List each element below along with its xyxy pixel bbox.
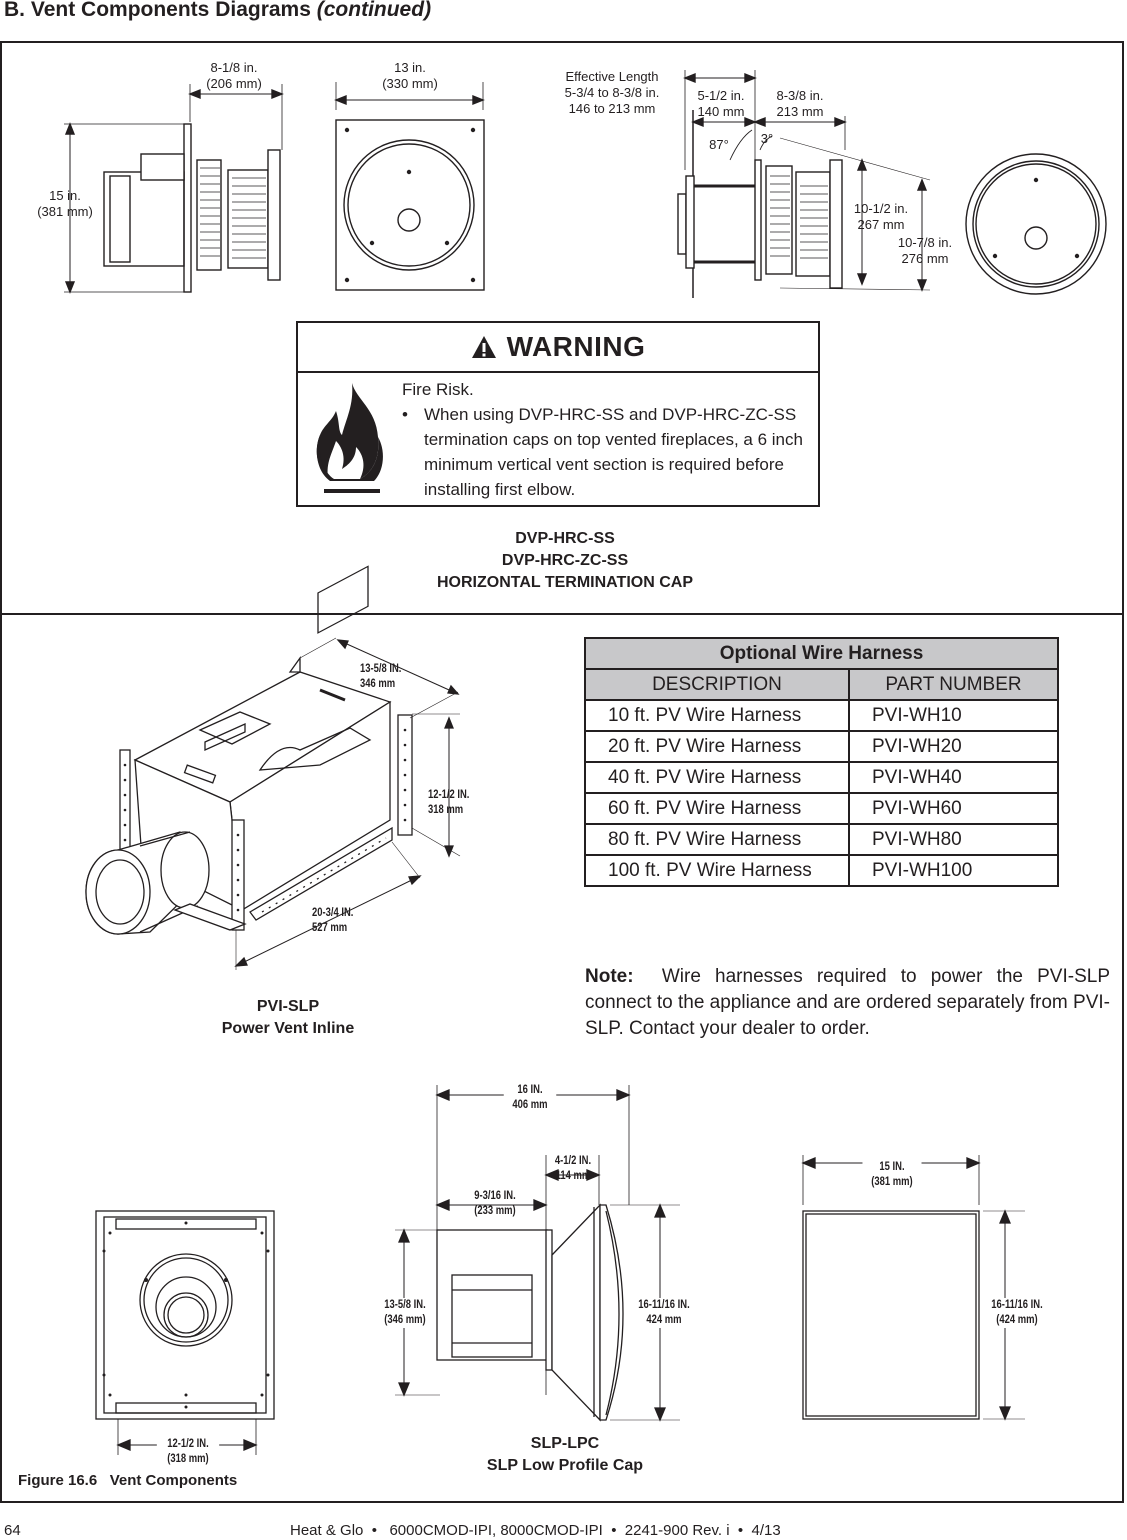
- bullet-mark: •: [402, 405, 408, 424]
- top-caption-line2: DVP-HRC-ZC-SS: [501, 552, 629, 569]
- table-row: [585, 824, 1058, 855]
- row-description: 10 ft. PV Wire Harness: [585, 700, 849, 731]
- section-prefix: B.: [4, 0, 25, 21]
- header-part-number: PART NUMBER: [849, 669, 1058, 700]
- slp-pipe-depth-dim: 9-3/16 IN. (233 mm): [474, 1190, 516, 1217]
- table-row: [585, 762, 1058, 793]
- angle-b-label: 3°: [760, 131, 774, 146]
- note-text: Wire harnesses required to power the PVI-SLP connect to the appliance and are ordered separately from PVI-SLP. Contact your dealer to order.: [585, 966, 1111, 1039]
- header-description: DESCRIPTION: [585, 669, 849, 700]
- figure-caption: Figure 16.6 Vent Components: [18, 1472, 238, 1489]
- warning-body: [402, 377, 812, 502]
- table-row: [585, 700, 1058, 731]
- harness-header-row: [585, 669, 1058, 700]
- table-row: [585, 793, 1058, 824]
- row-description: 60 ft. PV Wire Harness: [585, 793, 849, 824]
- slp-back-height-dim: 16-11/16 IN. (424 mm): [985, 1298, 1049, 1328]
- row-part-number: PVI-WH60: [849, 793, 1058, 824]
- warning-triangle-icon: [471, 335, 497, 359]
- harness-table: [584, 637, 1059, 887]
- page-number: 64: [4, 1522, 21, 1539]
- side-width-dim: 8-1/8 in. (206 mm): [206, 60, 262, 91]
- section-title-text: Vent Components Diagrams: [30, 0, 311, 21]
- pvi-height-dim: 12-1/2 IN. 318 mm: [428, 789, 470, 816]
- table-row: [585, 731, 1058, 762]
- slp-back-width-dim: 15 IN. (381 mm): [862, 1160, 921, 1190]
- effective-length-dim: Effective Length 5-3/4 to 8-3/8 in. 146 to 213 mm: [564, 69, 660, 116]
- harness-title-row: [585, 638, 1058, 669]
- slp-pipe-height-dim: 13-5/8 IN. (346 mm): [376, 1298, 433, 1328]
- pvi-caption-line1: PVI-SLP: [256, 998, 320, 1015]
- section-title-suffix: (continued): [316, 0, 432, 21]
- row-part-number: PVI-WH10: [849, 700, 1058, 731]
- slp-caption-line1: SLP-LPC: [530, 1435, 600, 1452]
- slp-overall-depth-dim: 16 IN. 406 mm: [504, 1083, 556, 1113]
- harness-table-title: Optional Wire Harness: [585, 638, 1058, 669]
- height-b-dim: 10-7/8 in. 276 mm: [897, 235, 953, 266]
- pvi-caption: [178, 996, 398, 1040]
- side-height-dim: 15 in. (381 mm): [37, 188, 93, 219]
- top-caption: [380, 528, 750, 594]
- angle-a-label: 87°: [709, 137, 729, 152]
- warning-box: [296, 321, 820, 507]
- flame-icon: [312, 379, 392, 499]
- height-a-dim: 10-1/2 in. 267 mm: [853, 201, 909, 232]
- harness-note: [585, 964, 1110, 1042]
- row-part-number: PVI-WH20: [849, 731, 1058, 762]
- top-caption-line1: DVP-HRC-SS: [515, 530, 615, 547]
- depth-b-dim: 8-3/8 in. 213 mm: [776, 88, 824, 119]
- row-part-number: PVI-WH100: [849, 855, 1058, 886]
- slp-front-width-dim: 12-1/2 IN. (318 mm): [157, 1437, 219, 1467]
- warning-bullet-item: [402, 402, 812, 502]
- slp-caption: [440, 1433, 690, 1477]
- pvi-width-dim: 13-5/8 IN. 346 mm: [360, 663, 402, 690]
- row-description: 20 ft. PV Wire Harness: [585, 731, 849, 762]
- slp-cap-depth-dim: 4-1/2 IN. 114 mm: [554, 1155, 592, 1182]
- depth-a-dim: 5-1/2 in. 140 mm: [697, 88, 745, 119]
- row-part-number: PVI-WH40: [849, 762, 1058, 793]
- row-description: 80 ft. PV Wire Harness: [585, 824, 849, 855]
- row-description: 40 ft. PV Wire Harness: [585, 762, 849, 793]
- pvi-caption-line2: Power Vent Inline: [221, 1020, 355, 1037]
- slp-cap-height-dim: 16-11/16 IN. 424 mm: [633, 1298, 695, 1328]
- warning-title: WARNING: [506, 331, 646, 362]
- footer-text: Heat & Glo • 6000CMOD-IPI, 8000CMOD-IPI • 2241-900 Rev. i • 4/13: [290, 1522, 781, 1539]
- warning-header: [298, 323, 818, 373]
- pvi-length-dim: 20-3/4 IN. 527 mm: [312, 907, 354, 934]
- slp-caption-line2: SLP Low Profile Cap: [486, 1457, 644, 1474]
- front-width-dim: 13 in. (330 mm): [382, 60, 438, 91]
- row-part-number: PVI-WH80: [849, 824, 1058, 855]
- warning-risk: Fire Risk.: [402, 380, 474, 399]
- note-label: Note:: [585, 966, 634, 987]
- table-row: [585, 855, 1058, 886]
- row-description: 100 ft. PV Wire Harness: [585, 855, 849, 886]
- termination-cap-side-drawing: [0, 0, 1127, 320]
- top-caption-line3: HORIZONTAL TERMINATION CAP: [437, 574, 693, 591]
- warning-text: When using DVP-HRC-SS and DVP-HRC-ZC-SS termination caps on top vented fireplaces, a 6 inch minimum vertical vent section is required before installing first elbow.: [424, 405, 803, 499]
